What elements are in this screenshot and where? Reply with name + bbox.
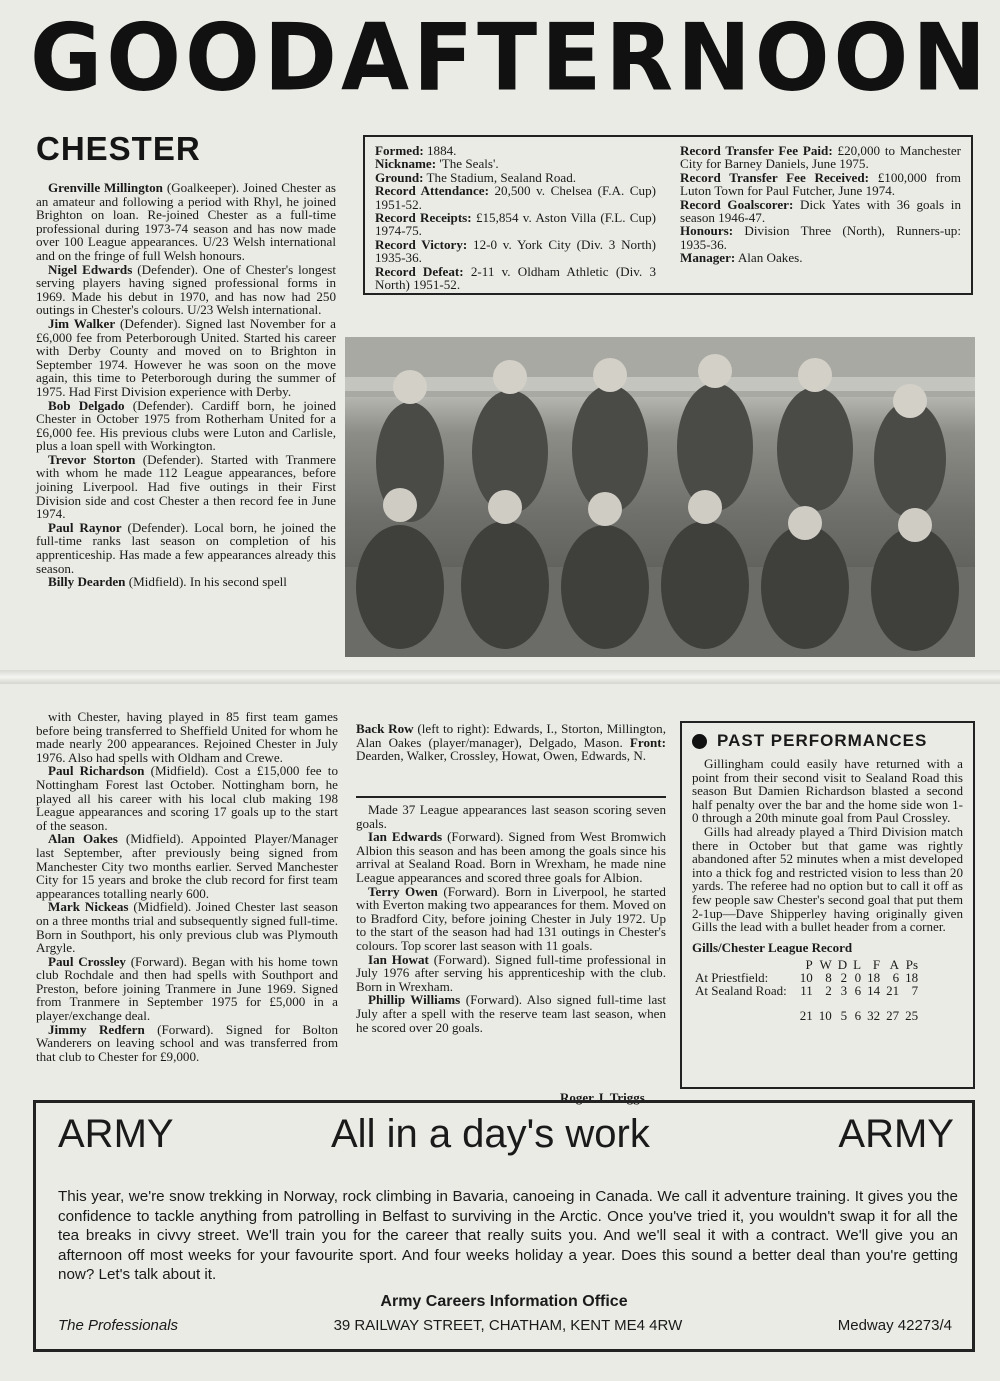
player-name: Terry Owen (368, 883, 438, 899)
record-total-cell: 32 (867, 1007, 881, 1023)
past-paragraph: Gills had already played a Third Division match there in October but that game was rightly abandoned after 52 minutes when a mist developed into a thick fog and restricted vision to less than 20 yards. The referee had no option but to call it off as few people saw Chester's second goal that put them 2-1up—Dave Shipperley having originally given Gills the lead with a bullet header from a corner. (692, 823, 963, 935)
record-total-row (692, 997, 921, 1022)
record-cell: 18 (905, 969, 919, 985)
headline-word-afternoon: AFTERNOON (340, 3, 990, 112)
player-name: Paul Crossley (48, 953, 126, 969)
player-name: Billy Dearden (48, 574, 126, 590)
team-photo (345, 337, 975, 657)
team-photo-illustration (345, 337, 975, 657)
league-record-title: Gills/Chester League Record (692, 939, 853, 955)
club-fact-label: Record Transfer Fee Paid: (680, 143, 833, 158)
player-bio: Made 37 League appearances last season scoring seven goals. (356, 802, 666, 831)
record-total-label (692, 997, 797, 1022)
profile-paragraph (36, 263, 336, 317)
player-bio: (Forward). Began with his home town club Rochdale and then had spells with Southport and Preston, before joining Tranmere in June 1969. Signed from Tranmere in September 1975 for £5,000 in a player/exchange deal. (36, 953, 338, 1024)
record-cell: 8 (825, 969, 832, 985)
player-bio: (Goalkeeper). Joined Chester as an amateur and following a period with Rhyl, he joined Brighton on loan. Re-joined Chester as a full-time professional during 1973-74 season and has now made over 100 League appearances. U/23 Welsh international and on the fringe of full Welsh honours. (36, 180, 337, 263)
record-header-cell: F (872, 956, 881, 972)
record-header-cell: W (819, 956, 832, 972)
headline-word-good: GOOD (30, 3, 341, 112)
profile-paragraph (36, 955, 338, 1023)
club-fact (375, 238, 656, 265)
club-fact-value: 1884. (423, 143, 457, 158)
player-name: Bob Delgado (48, 397, 125, 413)
club-fact-value: Alan Oakes. (735, 250, 803, 266)
club-fact-value: Division Three (North), Runners-up: 1935-36. (680, 223, 961, 252)
player-profiles-middle-column (356, 803, 666, 1034)
player-bio: (Midfield). In his second spell (125, 574, 287, 590)
club-fact-label: Nickname: (375, 156, 437, 172)
record-cell: 6 (854, 982, 862, 998)
club-fact-label: Record Goalscorer: (680, 196, 794, 212)
advert-footer (58, 1317, 952, 1334)
club-fact (375, 211, 656, 238)
club-fact-label: Honours: (680, 223, 734, 239)
advert-professionals: The Professionals (58, 1317, 179, 1334)
club-fact (375, 157, 656, 170)
club-fact-value: The Stadium, Sealand Road. (423, 169, 577, 185)
player-bio: (Defender). One of Chester's longest serving players having signed professional forms in 1969. Made his debut in 1970, and has now had 250 outings in Chester's colours. U/23 Welsh international. (36, 261, 336, 318)
club-facts-box (363, 135, 973, 295)
player-bio: (Midfield). Joined Chester last season on a three months trial and subsequently signed full-time. Born in Southport, his only previous club was Plymouth Argyle. (36, 899, 338, 956)
record-row (692, 971, 921, 984)
player-bio: (Defender). Cardiff born, he joined Chester in October 1975 from Rotherham United for a £6,000 fee. His previous clubs were Luton and Carlisle, plus a loan spell with Workington. (36, 397, 336, 454)
record-cell: 2 (840, 969, 848, 985)
caption-divider (356, 796, 666, 798)
profile-paragraph (36, 764, 338, 832)
profile-paragraph (356, 993, 666, 1034)
player-bio: (Midfield). Cost a £15,000 fee to Nottingham Forest last October. Nottingham born, he played all his career with his local club making 198 League appearances and scoring 17 goals up to the start of the season. (36, 763, 338, 833)
player-bio: (Forward). Born in Liverpool, he started with Everton making two appearances for them. Moved on to Bradford City, before joining Chester in July 1972. Up to the start of the season had had 131 outings in Chester's colours. Top scorer last season with 11 goals. (356, 883, 666, 953)
record-header-cell: D (837, 956, 848, 972)
club-facts-left (375, 143, 656, 293)
army-advert (33, 1100, 975, 1352)
club-fact-label: Record Victory: (375, 236, 468, 252)
club-fact (375, 265, 656, 292)
record-cell: 2 (825, 982, 832, 998)
club-fact-label: Formed: (375, 143, 424, 158)
player-bio: with Chester, having played in 85 first team games before being transferred to Sheffield United for whom he made nearly 200 appearances. Rejoined Chester in July 1976. Also had spells with Oldham and Crewe. (36, 709, 338, 765)
record-header-cell: P (805, 956, 813, 972)
page-fold (0, 670, 1000, 684)
player-name: Paul Raynor (48, 519, 122, 535)
profile-paragraph (36, 317, 336, 399)
profile-paragraph (36, 453, 336, 521)
club-fact-value: 'The Seals'. (436, 156, 499, 172)
caption-back-text: (left to right): Edwards, I., Storton, Millington, Alan Oakes (player/manager), Delgado, Mason. (356, 721, 666, 750)
record-cell: 21 (886, 982, 900, 998)
club-fact (375, 171, 656, 184)
advert-address: 39 RAILWAY STREET, CHATHAM, KENT ME4 4RW (333, 1317, 683, 1334)
player-bio: (Forward). Signed full-time professional in July 1976 after serving his apprenticeship with the club. Born in Wrexham. (356, 951, 666, 994)
record-cell: 3 (840, 982, 848, 998)
club-fact-label: Record Defeat: (375, 263, 464, 279)
record-cell: 14 (867, 982, 881, 998)
record-header-cell: Ps (905, 956, 919, 972)
club-fact (680, 171, 961, 198)
bullet-dot-icon (692, 734, 707, 749)
player-name: Mark Nickeas (48, 899, 129, 915)
league-record-table (692, 958, 921, 1022)
player-profiles-left-column (36, 181, 336, 589)
club-fact-value: 12-0 v. York City (Div. 3 North) 1935-36. (375, 236, 656, 266)
profile-paragraph (36, 832, 338, 900)
club-fact-value: Dick Yates with 36 goals in season 1946-47. (680, 196, 961, 226)
player-name: Nigel Edwards (48, 261, 133, 277)
record-cell: 10 (799, 969, 813, 985)
record-header-cell: A (889, 956, 900, 972)
profile-paragraph (36, 900, 338, 954)
club-facts-right (680, 144, 961, 287)
record-row-label: At Priestfield: (695, 969, 769, 985)
club-fact (375, 184, 656, 211)
profile-paragraph (36, 710, 338, 764)
player-bio: (Forward). Also signed full-time last July after a spell with the reserve team last season, when he scored over 20 goals. (356, 992, 666, 1035)
club-fact-label: Manager: (680, 250, 736, 266)
advert-army-right: ARMY (838, 1112, 954, 1156)
advert-body: This year, we're snow trekking in Norway, rock climbing in Bavaria, canoeing in Canada. We call it adventure training. It gives you the confidence to tackle anything from patrolling in Belfast to surviving in the Arctic. Once you've tried it, you wouldn't swap it for all the tea breaks in civvy street. We'll train you for the career that really suits you. And we'll seal it with a contract. We'll give you an afternoon off most weeks for your favourite sport. And four weeks holiday a year. Does this sound a better deal than you're getting now? Let's talk about it. (58, 1188, 958, 1284)
record-cell: 0 (854, 969, 862, 985)
advert-army-left: ARMY (58, 1112, 174, 1156)
profile-paragraph (36, 1023, 338, 1064)
player-bio: (Defender). Local born, he joined the full-time ranks last season on completion of his apprenticeship. Has made a few appearances already this season. (36, 519, 336, 576)
caption-front-text: Dearden, Walker, Crossley, Howat, Owen, Edwards, N. (356, 748, 647, 764)
profile-paragraph (356, 885, 666, 953)
caption-front-label: Front: (629, 734, 666, 750)
profile-paragraph (36, 575, 336, 589)
record-cell: 6 (892, 969, 900, 985)
club-fact-value: 2-11 v. Oldham Athletic (Div. 3 North) 1951-52. (375, 263, 656, 293)
player-name: Jimmy Redfern (48, 1021, 145, 1037)
record-cell: 18 (867, 969, 881, 985)
record-header-cell: L (853, 956, 862, 972)
advert-phone: Medway 42273/4 (837, 1317, 952, 1334)
past-performances-box (680, 721, 975, 1089)
record-total-cell: 10 (818, 1007, 832, 1023)
club-fact-label: Record Attendance: (375, 183, 489, 199)
record-cell: 11 (800, 982, 813, 998)
player-name: Ian Howat (368, 951, 429, 967)
record-total-cell: 6 (854, 1007, 862, 1023)
club-fact (680, 198, 961, 225)
record-total-cell: 5 (840, 1007, 848, 1023)
club-fact (375, 144, 656, 157)
article-author: Roger J. Triggs (560, 1090, 645, 1105)
advert-office: Army Careers Information Office (380, 1293, 628, 1310)
profile-paragraph (356, 803, 666, 830)
player-name: Ian Edwards (368, 829, 443, 845)
player-name: Paul Richardson (48, 763, 145, 779)
club-fact-label: Ground: (375, 169, 424, 185)
club-fact-value: £15,854 v. Aston Villa (F.L. Cup) 1974-75. (375, 210, 656, 239)
player-bio: (Forward). Signed from West Bromwich Albion this season and has been among the goals since his arrival at Sealand Road. Born in Wrexham, he made nine League appearances and scored three goals for Albion. (356, 829, 667, 885)
club-fact (680, 251, 961, 264)
player-name: Trevor Storton (48, 451, 136, 467)
player-name: Alan Oakes (48, 831, 118, 847)
player-bio: (Midfield). Appointed Player/Manager last September, after previously being signed from Manchester City two months earlier. Served Manchester City for 15 years and broke the club record for first team appearances totalling nearly 600. (36, 831, 338, 901)
player-name: Grenville Millington (48, 180, 163, 195)
player-bio: (Forward). Signed for Bolton Wanderers on leaving school and was transferred from that club to Chester for £9,000. (36, 1021, 338, 1064)
profile-paragraph (36, 181, 336, 263)
club-fact (680, 144, 961, 171)
profile-paragraph (356, 830, 666, 884)
record-row-label: At Sealand Road: (695, 982, 787, 998)
record-row (692, 984, 921, 997)
past-performances-text (692, 757, 963, 934)
photo-caption (356, 722, 666, 763)
profile-paragraph (36, 399, 336, 453)
advert-tagline: All in a day's work (331, 1112, 650, 1156)
player-name: Phillip Williams (368, 992, 461, 1008)
record-total-cell: 27 (886, 1007, 900, 1023)
profile-paragraph (356, 953, 666, 994)
player-profiles-bottom-left-column (36, 710, 338, 1063)
record-total-cell: 21 (799, 1007, 813, 1023)
club-fact-value: 20,500 v. Chelsea (F.A. Cup) 1951-52. (375, 183, 656, 212)
caption-back-label: Back Row (356, 721, 414, 736)
record-total-cell: 25 (905, 1007, 919, 1023)
club-fact-value: £20,000 to Manchester City for Barney Daniels, June 1975. (680, 143, 962, 172)
headline (30, 3, 990, 112)
past-paragraph: Gillingham could easily have returned with a point from their second visit to Sealand Road this season But Damien Richardson blasted a second half penalty over the bar and the home side won 1-0 through a 20th minute goal from Paul Crossley. (692, 756, 963, 826)
record-cell: 7 (911, 982, 919, 998)
player-name: Jim Walker (48, 315, 116, 331)
player-bio: (Defender). Signed last November for a £6,000 fee from Peterborough United. Started his career with Derby County and moved on to Brighton in September 1974. However he was soon on the move again, this time to Peterborough during the summer of 1975. Had First Division experience with Derby. (36, 315, 336, 399)
past-performances-heading (692, 731, 963, 751)
club-fact-value: £100,000 from Luton Town for Paul Futcher, June 1974. (680, 169, 961, 199)
club-fact-label: Record Receipts: (375, 210, 472, 226)
past-performances-title: PAST PERFORMANCES (717, 731, 928, 750)
club-fact-label: Record Transfer Fee Received: (680, 169, 870, 185)
club-fact (680, 224, 961, 251)
team-name: CHESTER (36, 130, 201, 167)
profile-paragraph (36, 521, 336, 575)
player-bio: (Defender). Started with Tranmere with whom he made 112 League appearances, before joining Liverpool. Had five outings in their First Division side and cost Chester a then record fee in June 1974. (36, 451, 336, 522)
